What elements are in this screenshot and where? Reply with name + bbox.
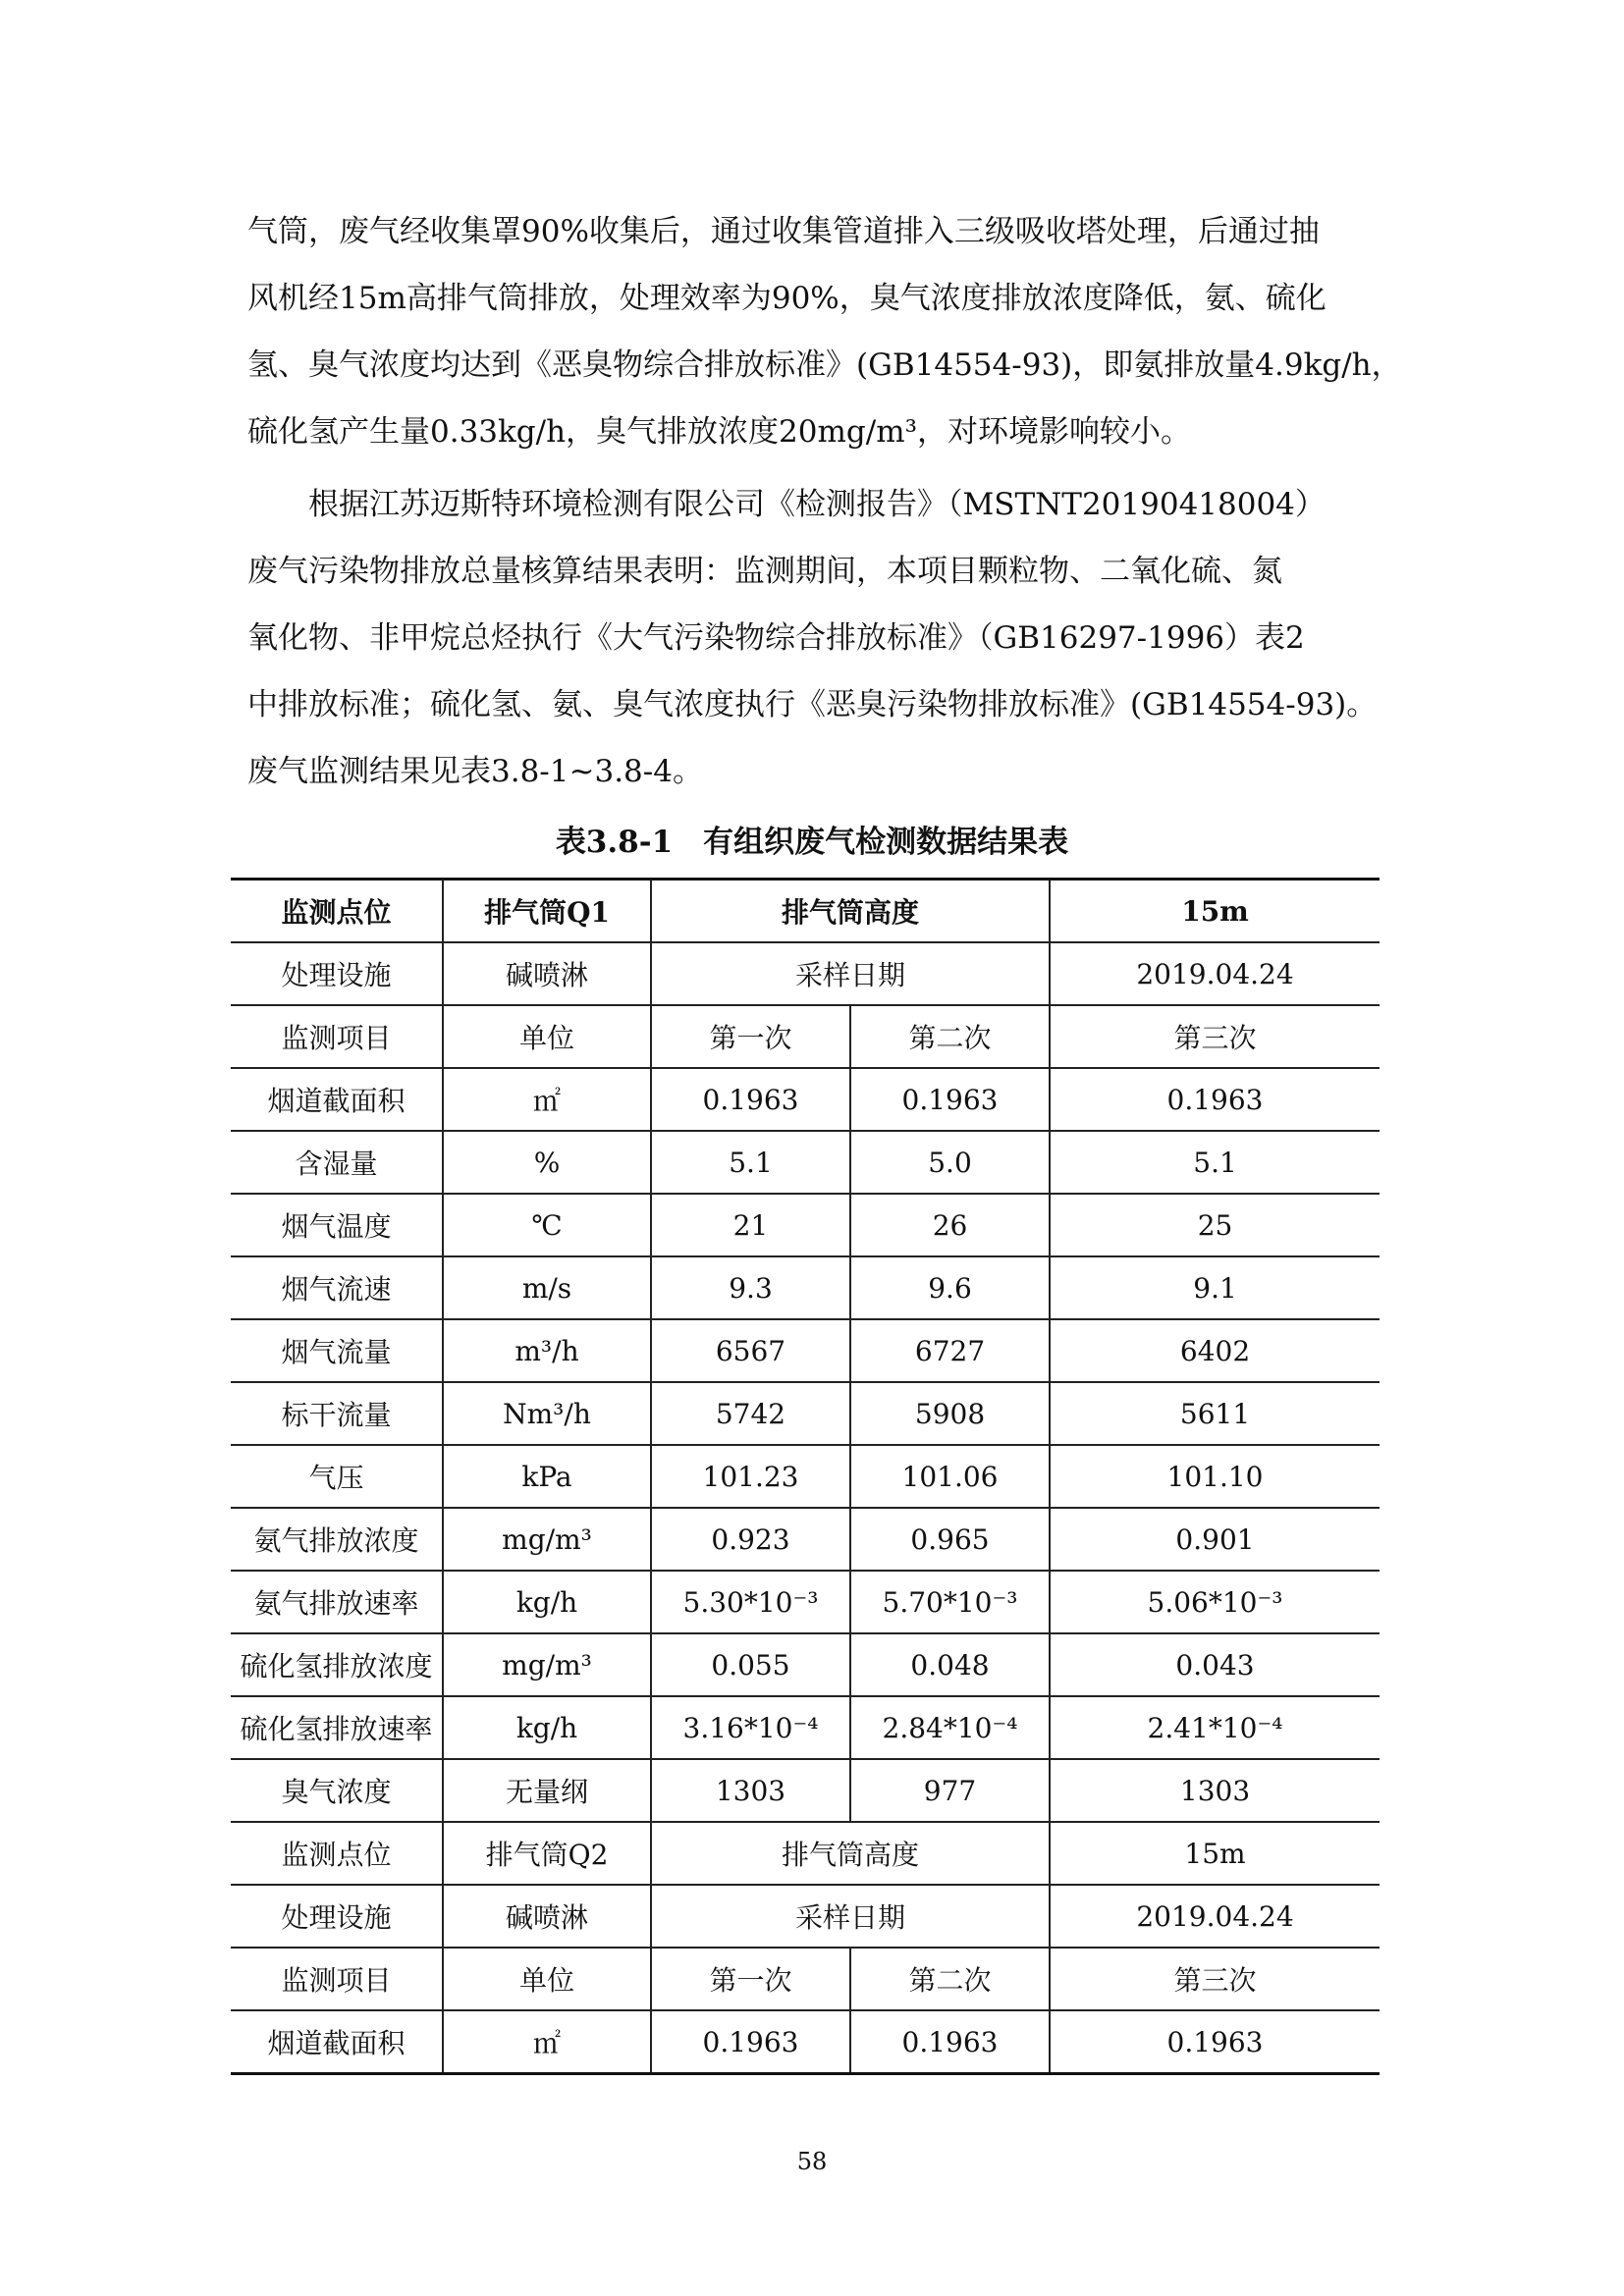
table-cell: 第三次 bbox=[1050, 1005, 1380, 1068]
table-cell: 5.30*10⁻³ bbox=[651, 1571, 850, 1633]
table-row bbox=[231, 1571, 1380, 1633]
table-cell: 21 bbox=[651, 1194, 850, 1256]
table-row bbox=[231, 1759, 1380, 1822]
table-cell: 臭气浓度 bbox=[231, 1759, 443, 1822]
text-line: 风机经15m高排气筒排放，处理效率为90%，臭气浓度排放浓度降低，氨、硫化 bbox=[247, 281, 1326, 316]
table-cell: 含湿量 bbox=[231, 1131, 443, 1194]
table-cell: 处理设施 bbox=[231, 1885, 443, 1948]
table-cell: 单位 bbox=[443, 1948, 651, 2010]
table-cell: 2.84*10⁻⁴ bbox=[850, 1696, 1050, 1759]
table-cell: 0.1963 bbox=[651, 1068, 850, 1131]
table-cell: 0.901 bbox=[1050, 1508, 1380, 1571]
table-cell: 1303 bbox=[651, 1759, 850, 1822]
table-cell: 采样日期 bbox=[651, 942, 1050, 1005]
table-row bbox=[231, 1822, 1380, 1885]
table-cell: mg/m³ bbox=[443, 1633, 651, 1696]
table-row bbox=[231, 1696, 1380, 1759]
table-cell: 1303 bbox=[1050, 1759, 1380, 1822]
text-line: 氢、臭气浓度均达到《恶臭物综合排放标准》(GB14554-93)，即氨排放量4.9kg/h， bbox=[247, 347, 1402, 383]
table-cell: 无量纲 bbox=[443, 1759, 651, 1822]
paragraph-monitoring-summary bbox=[247, 471, 1377, 805]
table-cell: 烟气温度 bbox=[231, 1194, 443, 1256]
table-cell: 9.3 bbox=[651, 1256, 850, 1319]
table-cell: 第三次 bbox=[1050, 1948, 1380, 2010]
table-cell: 6402 bbox=[1050, 1319, 1380, 1382]
table-cell: 2.41*10⁻⁴ bbox=[1050, 1696, 1380, 1759]
table-cell: 监测项目 bbox=[231, 1948, 443, 2010]
text-line: 硫化氢产生量0.33kg/h，臭气排放浓度20mg/m³，对环境影响较小。 bbox=[247, 414, 1192, 450]
table-cell: % bbox=[443, 1131, 651, 1194]
table-row bbox=[231, 1885, 1380, 1948]
table-cell: 5.06*10⁻³ bbox=[1050, 1571, 1380, 1633]
table-cell: 2019.04.24 bbox=[1050, 942, 1380, 1005]
table-cell: 0.048 bbox=[850, 1633, 1050, 1696]
table-cell: 5.1 bbox=[651, 1131, 850, 1194]
table-cell: m/s bbox=[443, 1256, 651, 1319]
table-cell: 氨气排放速率 bbox=[231, 1571, 443, 1633]
text-line: 废气监测结果见表3.8-1~3.8-4。 bbox=[247, 754, 703, 789]
text-line: 废气污染物排放总量核算结果表明：监测期间，本项目颗粒物、二氧化硫、氮 bbox=[247, 554, 1282, 589]
table-cell: 9.1 bbox=[1050, 1256, 1380, 1319]
table-cell: 排气筒高度 bbox=[651, 880, 1050, 943]
table-cell: 101.06 bbox=[850, 1445, 1050, 1508]
table-cell: 26 bbox=[850, 1194, 1050, 1256]
table-cell: 0.055 bbox=[651, 1633, 850, 1696]
table-row bbox=[231, 1194, 1380, 1256]
table-cell: 6567 bbox=[651, 1319, 850, 1382]
table-cell: 0.043 bbox=[1050, 1633, 1380, 1696]
table-cell: 0.1963 bbox=[651, 2010, 850, 2074]
table-cell: 第一次 bbox=[651, 1948, 850, 2010]
table-cell: Nm³/h bbox=[443, 1382, 651, 1445]
table-cell: kg/h bbox=[443, 1571, 651, 1633]
table-cell: 0.923 bbox=[651, 1508, 850, 1571]
table-cell: 监测项目 bbox=[231, 1005, 443, 1068]
text-line: 根据江苏迈斯特环境检测有限公司《检测报告》（MSTNT20190418004） bbox=[247, 487, 1326, 522]
table-cell: 15m bbox=[1050, 1822, 1380, 1885]
table-cell: 0.1963 bbox=[850, 1068, 1050, 1131]
text-line: 中排放标准；硫化氢、氨、臭气浓度执行《恶臭污染物排放标准》(GB14554-93)。 bbox=[247, 687, 1378, 722]
table-cell: 101.10 bbox=[1050, 1445, 1380, 1508]
table-cell: ㎡ bbox=[443, 1068, 651, 1131]
table-cell: 5908 bbox=[850, 1382, 1050, 1445]
table-row bbox=[231, 1633, 1380, 1696]
table-cell: 单位 bbox=[443, 1005, 651, 1068]
table-row bbox=[231, 1508, 1380, 1571]
table-cell: 烟气流量 bbox=[231, 1319, 443, 1382]
table-caption: 表3.8-1 有组织废气检测数据结果表 bbox=[555, 825, 1069, 860]
table-cell: 采样日期 bbox=[651, 1885, 1050, 1948]
table-cell: 5.1 bbox=[1050, 1131, 1380, 1194]
table-row bbox=[231, 2010, 1380, 2074]
table-cell: 101.23 bbox=[651, 1445, 850, 1508]
table-row bbox=[231, 1948, 1380, 2010]
table-cell: 碱喷淋 bbox=[443, 1885, 651, 1948]
table-cell: 第二次 bbox=[850, 1948, 1050, 2010]
table-cell: 氨气排放浓度 bbox=[231, 1508, 443, 1571]
table-row bbox=[231, 942, 1380, 1005]
table-row bbox=[231, 1131, 1380, 1194]
table-cell: 烟道截面积 bbox=[231, 2010, 443, 2074]
table-cell: 0.1963 bbox=[850, 2010, 1050, 2074]
table-cell: kPa bbox=[443, 1445, 651, 1508]
table-cell: 硫化氢排放速率 bbox=[231, 1696, 443, 1759]
table-cell: 25 bbox=[1050, 1194, 1380, 1256]
table-cell: 5742 bbox=[651, 1382, 850, 1445]
table-cell: 3.16*10⁻⁴ bbox=[651, 1696, 850, 1759]
table-cell: mg/m³ bbox=[443, 1508, 651, 1571]
table-cell: 烟道截面积 bbox=[231, 1068, 443, 1131]
table-cell: kg/h bbox=[443, 1696, 651, 1759]
table-cell: ℃ bbox=[443, 1194, 651, 1256]
table-cell: 硫化氢排放浓度 bbox=[231, 1633, 443, 1696]
table-cell: 排气筒Q1 bbox=[443, 880, 651, 943]
table-cell: 0.965 bbox=[850, 1508, 1050, 1571]
table-cell: 0.1963 bbox=[1050, 1068, 1380, 1131]
table-cell: 6727 bbox=[850, 1319, 1050, 1382]
table-cell: 第二次 bbox=[850, 1005, 1050, 1068]
table-cell: 碱喷淋 bbox=[443, 942, 651, 1005]
table-cell: ㎡ bbox=[443, 2010, 651, 2074]
table-cell: 排气筒Q2 bbox=[443, 1822, 651, 1885]
table-cell: 第一次 bbox=[651, 1005, 850, 1068]
table-row bbox=[231, 1068, 1380, 1131]
table-cell: 气压 bbox=[231, 1445, 443, 1508]
table-cell: 2019.04.24 bbox=[1050, 1885, 1380, 1948]
table-cell: 977 bbox=[850, 1759, 1050, 1822]
table-cell: 监测点位 bbox=[231, 1822, 443, 1885]
table-cell: 15m bbox=[1050, 880, 1380, 943]
table-cell: 排气筒高度 bbox=[651, 1822, 1050, 1885]
table-row bbox=[231, 880, 1380, 943]
table-body bbox=[231, 880, 1380, 2074]
table-row bbox=[231, 1256, 1380, 1319]
table-cell: 处理设施 bbox=[231, 942, 443, 1005]
table-cell: 5611 bbox=[1050, 1382, 1380, 1445]
page-number: 58 bbox=[796, 2148, 828, 2175]
table-cell: 烟气流速 bbox=[231, 1256, 443, 1319]
table-cell: 9.6 bbox=[850, 1256, 1050, 1319]
table-row bbox=[231, 1005, 1380, 1068]
table-cell: 标干流量 bbox=[231, 1382, 443, 1445]
table-cell: 5.70*10⁻³ bbox=[850, 1571, 1050, 1633]
paragraph-continuation bbox=[247, 198, 1402, 465]
table-cell: 5.0 bbox=[850, 1131, 1050, 1194]
table-row bbox=[231, 1319, 1380, 1382]
table-row bbox=[231, 1382, 1380, 1445]
table-cell: m³/h bbox=[443, 1319, 651, 1382]
table-cell: 0.1963 bbox=[1050, 2010, 1380, 2074]
text-line: 气筒，废气经收集罩90%收集后，通过收集管道排入三级吸收塔处理，后通过抽 bbox=[247, 214, 1320, 249]
text-line: 氧化物、非甲烷总烃执行《大气污染物综合排放标准》（GB16297-1996）表2 bbox=[247, 620, 1305, 656]
table-cell: 监测点位 bbox=[231, 880, 443, 943]
exhaust-gas-results-table bbox=[231, 878, 1380, 2075]
table-row bbox=[231, 1445, 1380, 1508]
